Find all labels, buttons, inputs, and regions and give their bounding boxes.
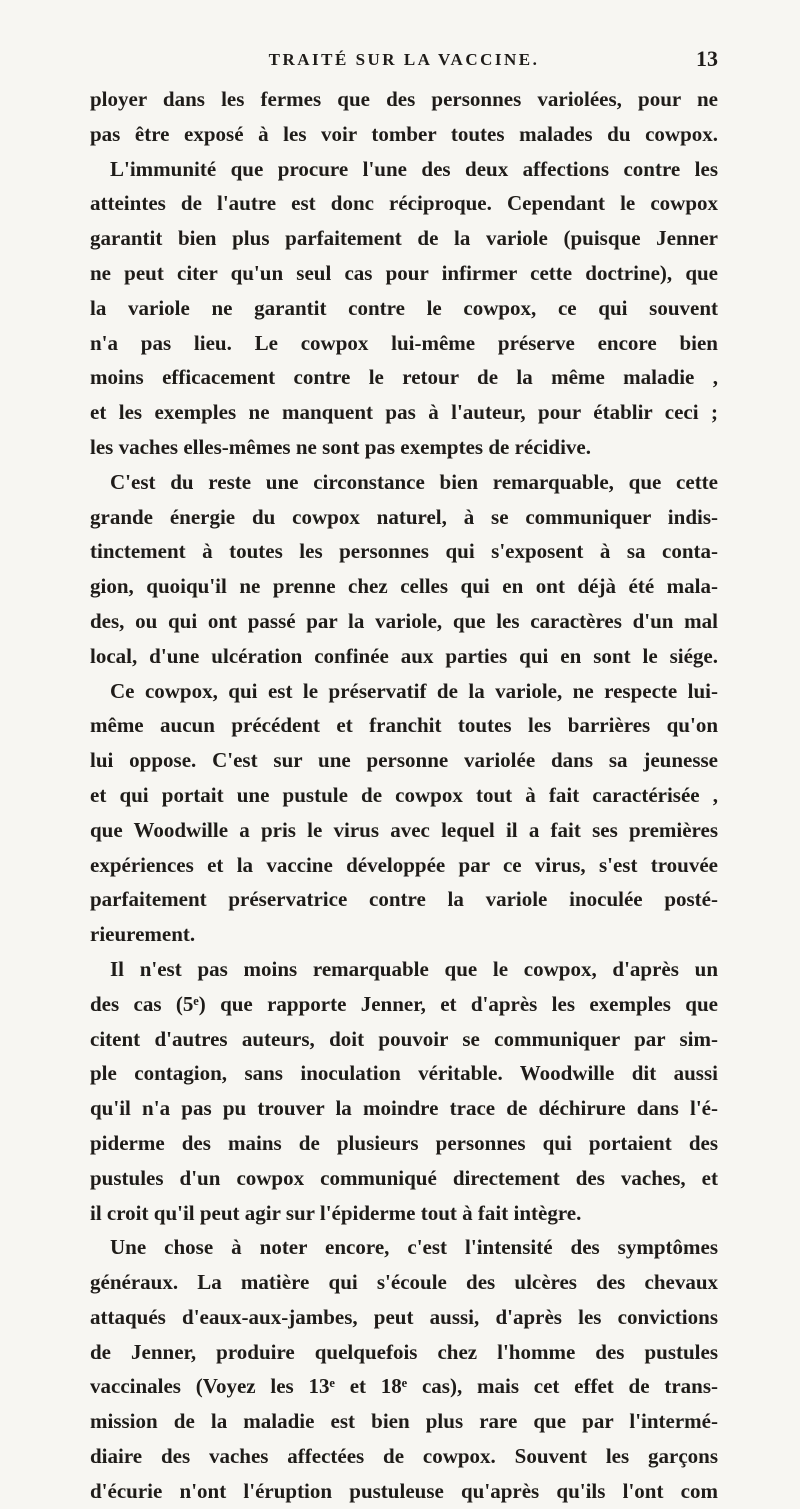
text-line: moins efficacement contre le retour de la même maladie , — [90, 365, 718, 390]
text-line: qu'il n'a pas pu trouver la moindre trace de déchirure dans l'é- — [90, 1096, 718, 1121]
text-line: parfaitement préservatrice contre la variole inoculée posté- — [90, 887, 718, 912]
text-line: les vaches elles-mêmes ne sont pas exemptes de récidive. — [90, 434, 591, 459]
body-text — [90, 82, 718, 1509]
text-line: vaccinales (Voyez les 13ᵉ et 18ᵉ cas), mais cet effet de trans- — [90, 1374, 718, 1399]
running-head — [90, 46, 718, 82]
text-line: généraux. La matière qui s'écoule des ulcères des chevaux — [90, 1270, 718, 1295]
text-line: il croit qu'il peut agir sur l'épiderme tout à fait intègre. — [90, 1200, 582, 1225]
text-line: diaire des vaches affectées de cowpox. Souvent les garçons — [90, 1444, 718, 1469]
text-line: gion, quoiqu'il ne prenne chez celles qui en ont déjà été mala- — [90, 574, 718, 599]
text-line: Il n'est pas moins remarquable que le cowpox, d'après un — [110, 956, 718, 981]
text-line: d'écurie n'ont l'éruption pustuleuse qu'après qu'ils l'ont com — [90, 1478, 718, 1503]
text-line: C'est du reste une circonstance bien remarquable, que cette — [110, 469, 718, 494]
text-line: mission de la maladie est bien plus rare que par l'intermé- — [90, 1409, 718, 1434]
text-line: pas être exposé à les voir tomber toutes malades du cowpox. — [90, 121, 718, 146]
text-line: ne peut citer qu'un seul cas pour infirmer cette doctrine), que — [90, 260, 718, 285]
text-line: la variole ne garantit contre le cowpox, ce qui souvent — [90, 295, 718, 320]
text-line: lui oppose. C'est sur une personne variolée dans sa jeunesse — [90, 748, 718, 773]
text-line: et qui portait une pustule de cowpox tout à fait caractérisée , — [90, 782, 718, 807]
text-line: piderme des mains de plusieurs personnes qui portaient des — [90, 1130, 718, 1155]
running-title: TRAITÉ SUR LA VACCINE. — [268, 50, 540, 69]
page-number: 13 — [696, 46, 718, 71]
text-line: pustules d'un cowpox communiqué directement des vaches, et — [90, 1165, 718, 1190]
text-line: L'immunité que procure l'une des deux affections contre les — [110, 156, 718, 181]
text-line: citent d'autres auteurs, doit pouvoir se communiquer par sim- — [90, 1026, 718, 1051]
text-line: expériences et la vaccine développée par ce virus, s'est trouvée — [90, 852, 718, 877]
text-line: atteintes de l'autre est donc réciproque. Cependant le cowpox — [90, 191, 718, 216]
text-line: grande énergie du cowpox naturel, à se communiquer indis- — [90, 504, 718, 529]
text-line: de Jenner, produire quelquefois chez l'homme des pustules — [90, 1339, 718, 1364]
text-line: tinctement à toutes les personnes qui s'exposent à sa conta- — [90, 539, 718, 564]
text-line: que Woodwille a pris le virus avec lequel il a fait ses premières — [90, 817, 718, 842]
text-line: attaqués d'eaux-aux-jambes, peut aussi, d'après les convictions — [90, 1304, 718, 1329]
text-line: même aucun précédent et franchit toutes les barrières qu'on — [90, 713, 718, 738]
text-line: ployer dans les fermes que des personnes variolées, pour ne — [90, 87, 718, 111]
text-line: des, ou qui ont passé par la variole, que les caractères d'un mal — [90, 608, 718, 633]
text-line: Ce cowpox, qui est le préservatif de la variole, ne respecte lui- — [110, 678, 718, 703]
text-line: et les exemples ne manquent pas à l'auteur, pour établir ceci ; — [90, 400, 718, 425]
text-line: Une chose à noter encore, c'est l'intensité des symptômes — [110, 1235, 718, 1260]
text-line: des cas (5ᵉ) que rapporte Jenner, et d'après les exemples que — [90, 991, 718, 1016]
text-line: local, d'une ulcération confinée aux parties qui en sont le siége. — [90, 643, 718, 668]
text-line: garantit bien plus parfaitement de la variole (puisque Jenner — [90, 226, 718, 251]
text-line: rieurement. — [90, 922, 196, 947]
text-line: ple contagion, sans inoculation véritable. Woodwille dit aussi — [90, 1061, 718, 1086]
text-line: n'a pas lieu. Le cowpox lui-même préserve encore bien — [90, 330, 718, 355]
